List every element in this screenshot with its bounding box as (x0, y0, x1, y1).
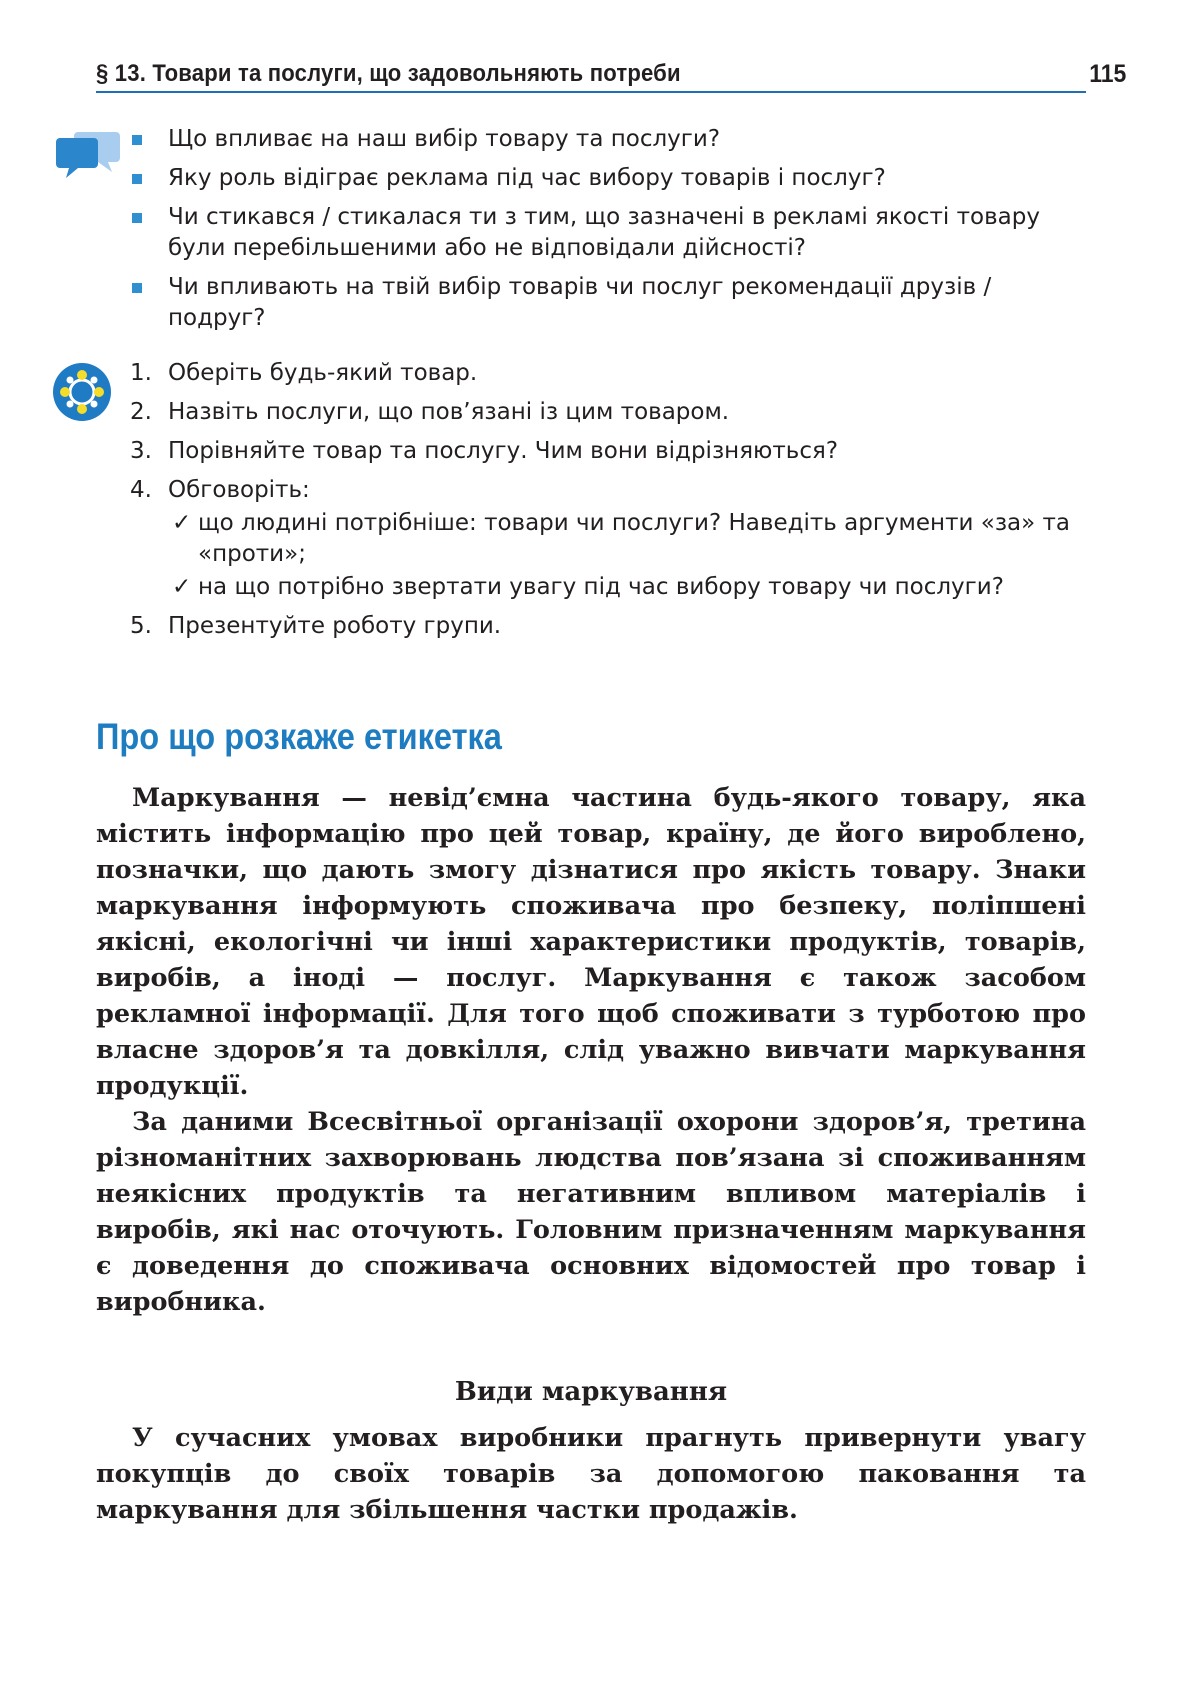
group-work-icon (52, 362, 112, 422)
square-bullet-icon (132, 213, 142, 223)
square-bullet-icon (132, 283, 142, 293)
square-bullet-icon (132, 135, 142, 145)
subsection-body (96, 1420, 1086, 1528)
list-item: 5. Презентуйте роботу групи. (130, 613, 502, 639)
header-divider (96, 91, 1086, 93)
list-item: Чи стикався / стикалася ти з тим, що зазначені в рекламі якості товару були перебільшеними або не відповідали дійсності? (130, 202, 1090, 264)
chapter-title: § 13. Товари та послуги, що задовольняють потреби (96, 60, 681, 87)
group-task-list (130, 358, 1110, 650)
list-item: 1. Оберіть будь-який товар. (130, 360, 478, 386)
list-item: ✓ на що потрібно звертати увагу під час вибору товару чи послуги? (168, 572, 1110, 603)
page-header (96, 56, 1126, 94)
paragraph: У сучасних умовах виробники прагнуть привернути увагу покупців до своїх товарів за допомогою паковання та маркування для збільшення частки продажів. (96, 1423, 1086, 1525)
section-heading: Про що розкаже етикетка (96, 716, 502, 757)
list-item: ✓ що людині потрібніше: товари чи послуги? Наведіть аргументи «за» та «проти»; (172, 510, 1071, 567)
page-number: 115 (1088, 60, 1126, 88)
section-body (96, 780, 1086, 1320)
chat-bubbles-icon (56, 128, 122, 180)
discussion-questions (130, 124, 1090, 342)
list-item: 2. Назвіть послуги, що пов’язані із цим товаром. (130, 399, 730, 425)
paragraph: Маркування — невід’ємна частина будь-якого товару, яка містить інформацію про цей товар, країну, де його вироблено, позначки, що дають змогу дізнатися про якість товару. Знаки маркування інформують споживача про безпеку, поліпшені якісні, екологічні чи інші характеристики продуктів, товарів, виробів, а іноді — послуг. Маркування є також засобом рекламної інформації. Для того щоб споживати з турботою про власне здоров’я та довкілля, слід уважно вивчати маркування продукції. (96, 783, 1086, 1101)
square-bullet-icon (132, 174, 142, 184)
list-item: 3. Порівняйте товар та послугу. Чим вони відрізняються? (130, 438, 839, 464)
discussion-points (168, 508, 1110, 603)
checkmark-icon: ✓ (172, 510, 192, 536)
paragraph: За даними Всесвітньої організації охорони здоров’я, третина різноманітних захворювань людства пов’язана зі споживанням неякісних продуктів та негативним впливом матеріалів і виробів, які нас оточують. Головним призначенням маркування є доведення до споживача основних відомостей про товар і виробника. (96, 1107, 1086, 1317)
subsection-heading: Види маркування (454, 1377, 728, 1407)
list-item: Що впливає на наш вибір товару та послуги? (130, 124, 1090, 155)
list-item: Чи впливають на твій вибір товарів чи послуг рекомендації друзів / подруг? (130, 272, 1090, 334)
checkmark-icon: ✓ (172, 574, 192, 600)
list-item: Яку роль відіграє реклама під час вибору товарів і послуг? (130, 163, 1090, 194)
list-item: 4. Обговоріть: ✓ що людині потрібніше: товари чи послуги? Наведіть аргументи «за» та «проти»; ✓ на що потрібно звертати увагу під час вибору товару чи послуги? (130, 475, 1110, 603)
